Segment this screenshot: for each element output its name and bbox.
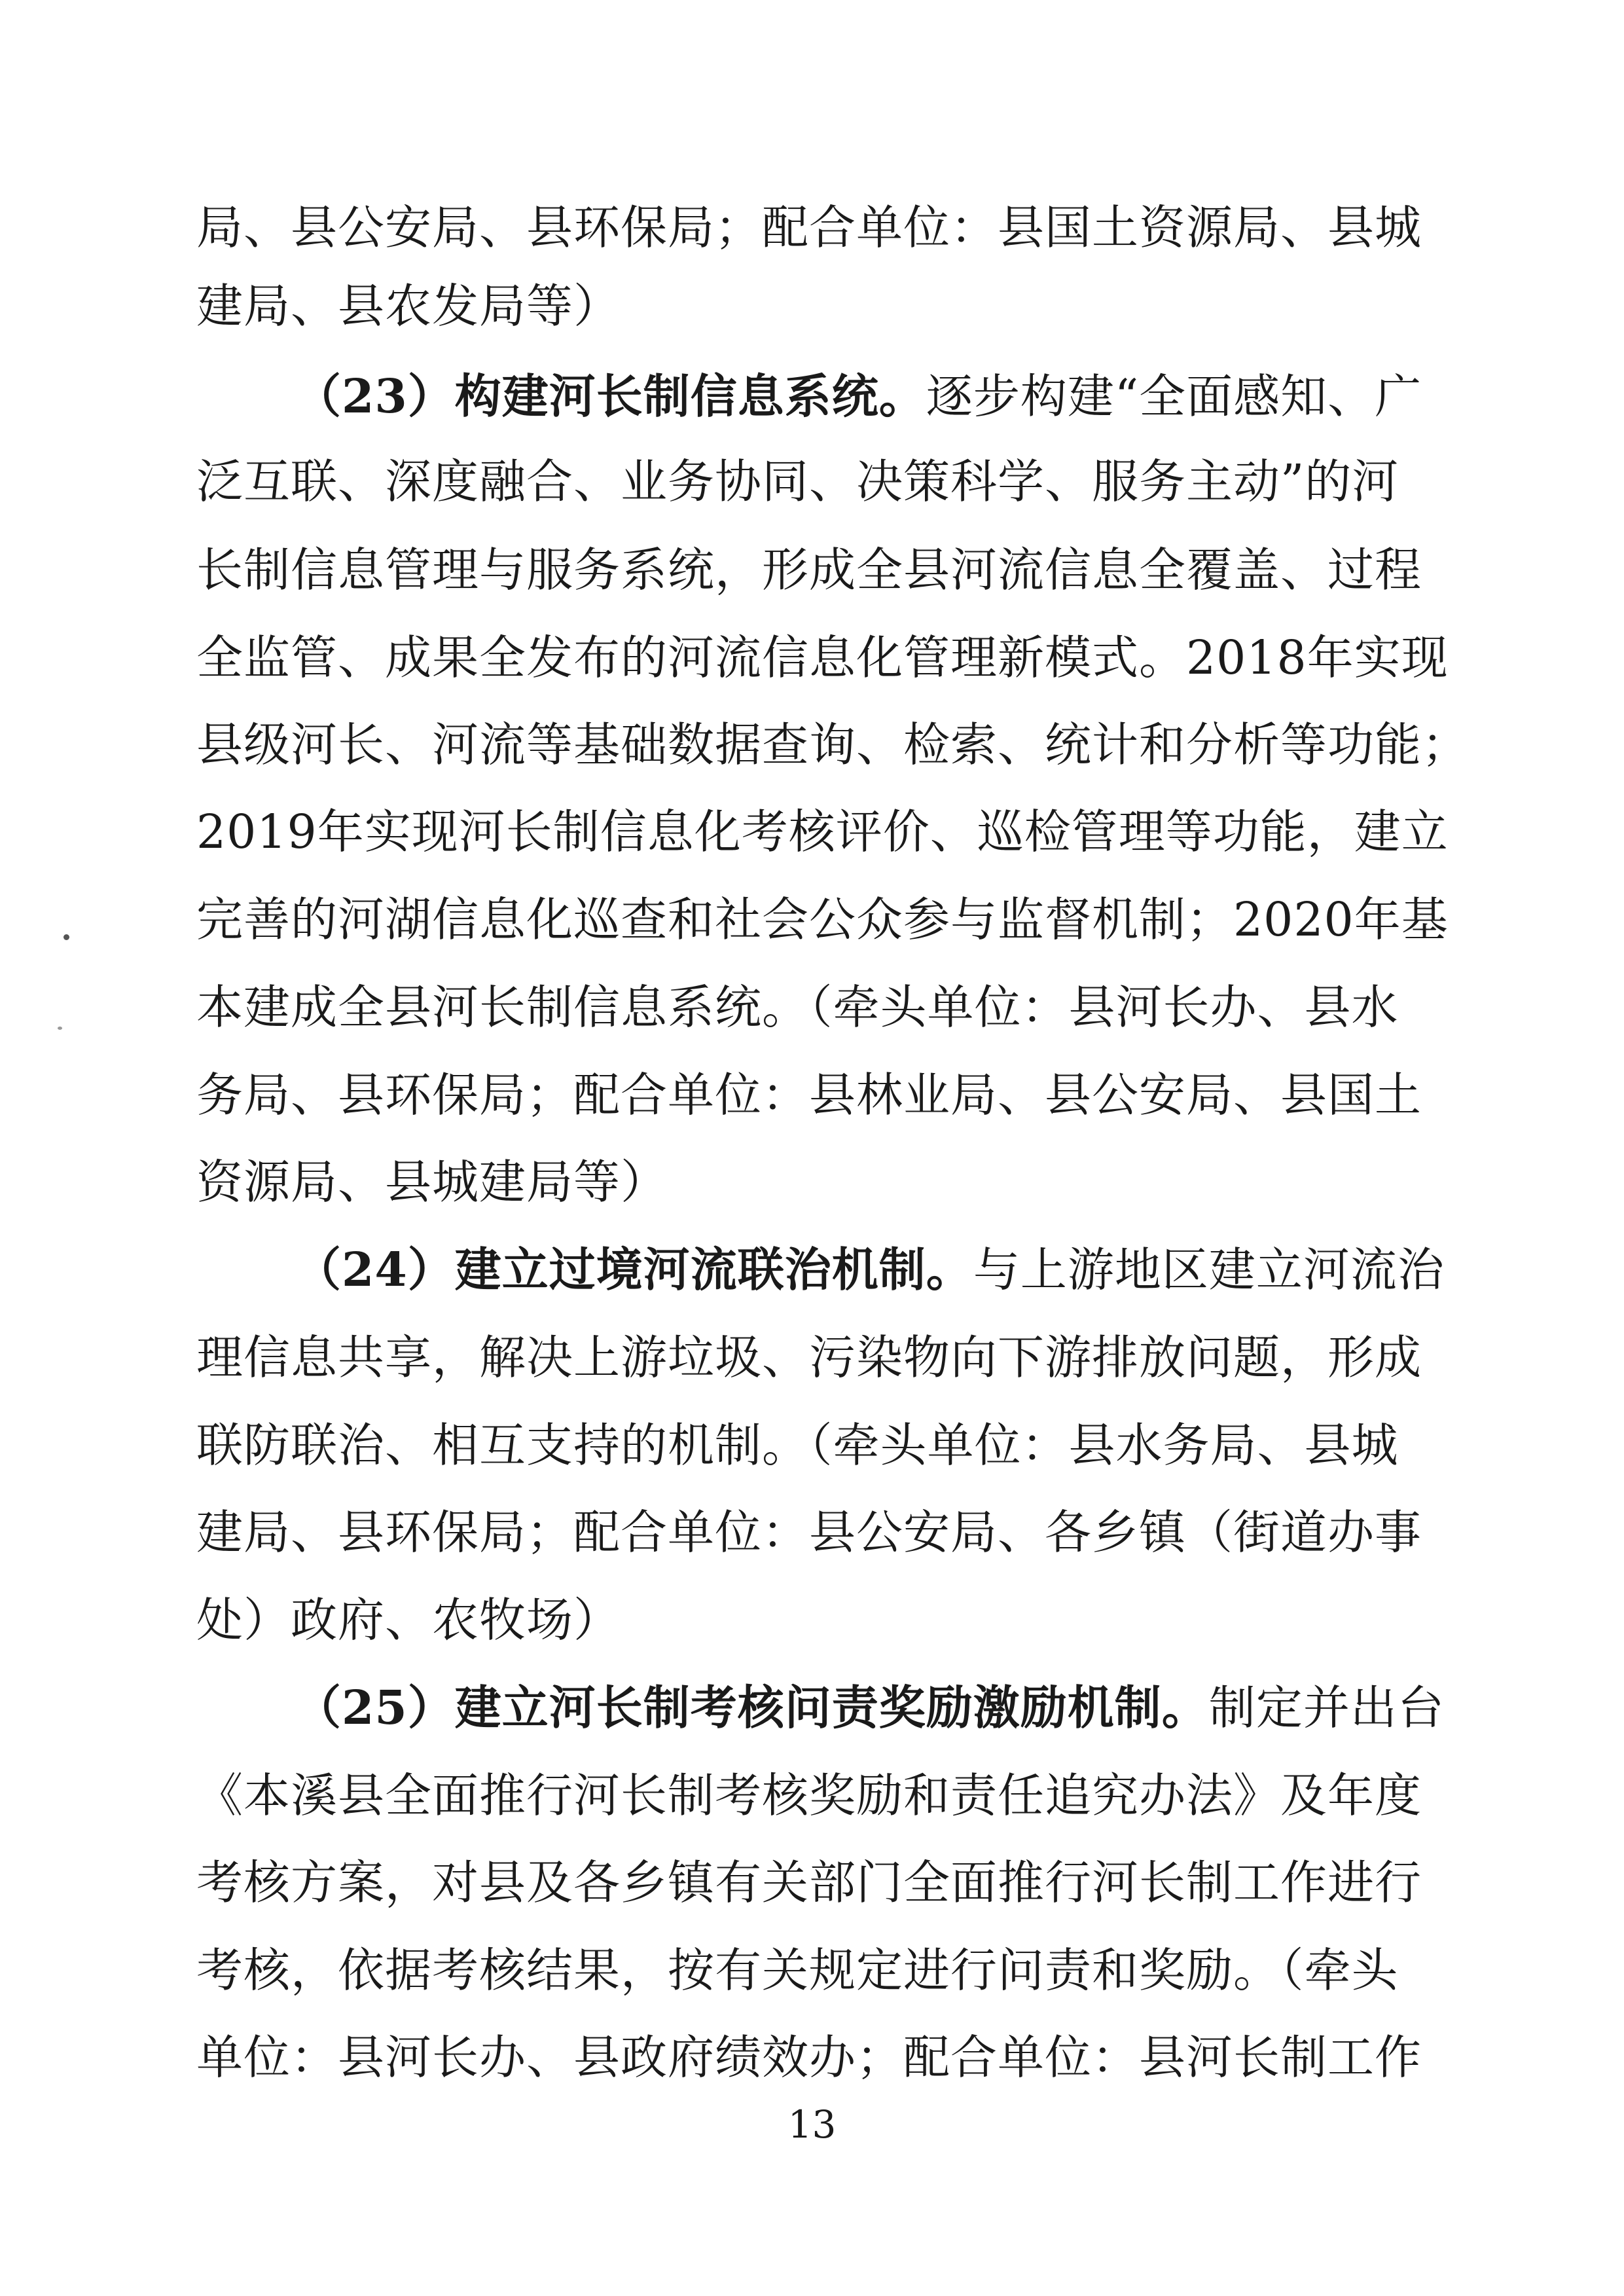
item-25-heading: （25）建立河长制考核问责奖励激励机制。 [295,1680,1209,1735]
text-line: 处）政府、农牧场） [196,1593,621,1647]
text-line: 《本溪县全面推行河长制考核奖励和责任追究办法》及年度 [196,1768,1422,1823]
text-line: 理信息共享，解决上游垃圾、污染物向下游排放问题，形成 [196,1330,1422,1385]
text-line: 长制信息管理与服务系统，形成全县河流信息全覆盖、过程 [196,543,1422,597]
text-line: 2019年实现河长制信息化考核评价、巡检管理等功能，建立 [196,805,1449,859]
item-23-heading-line: （23）构建河长制信息系统。逐步构建“全面感知、广 [295,369,1422,424]
item-24-heading: （24）建立过境河流联治机制。 [295,1242,973,1297]
text-line: 考核方案，对县及各乡镇有关部门全面推行河长制工作进行 [196,1855,1422,1910]
text-line: 局、县公安局、县环保局；配合单位：县国土资源局、县城 [196,200,1422,255]
text-line: 建局、县农发局等） [196,279,621,333]
text-line: 本建成全县河长制信息系统。（牵头单位：县河长办、县水 [196,980,1399,1034]
item-24-heading-line: （24）建立过境河流联治机制。与上游地区建立河流治 [295,1242,1445,1297]
text-line: 考核，依据考核结果，按有关规定进行问责和奖励。（牵头 [196,1943,1399,1997]
text-line: 资源局、县城建局等） [196,1155,668,1209]
text-line: 建局、县环保局；配合单位：县公安局、各乡镇（街道办事 [196,1505,1422,1559]
page-number: 13 [787,2102,837,2147]
text-line: 全监管、成果全发布的河流信息化管理新模式。2018年实现 [196,630,1449,685]
item-25-heading-line: （25）建立河长制考核问责奖励激励机制。制定并出台 [295,1680,1445,1735]
text-line: 泛互联、深度融合、业务协同、决策科学、服务主动”的河 [196,454,1399,509]
scan-speck [58,1027,62,1030]
scan-speck [63,934,69,940]
text-line: 联防联治、相互支持的机制。（牵头单位：县水务局、县城 [196,1418,1399,1472]
item-23-heading: （23）构建河长制信息系统。 [295,369,926,424]
text-line: 务局、县环保局；配合单位：县林业局、县公安局、县国土 [196,1068,1422,1122]
text-line: 完善的河湖信息化巡查和社会公众参与监督机制；2020年基 [196,892,1449,947]
text-line: 单位：县河长办、县政府绩效办；配合单位：县河长制工作 [196,2030,1422,2085]
text-line: 县级河长、河流等基础数据查询、检索、统计和分析等功能； [196,718,1470,772]
